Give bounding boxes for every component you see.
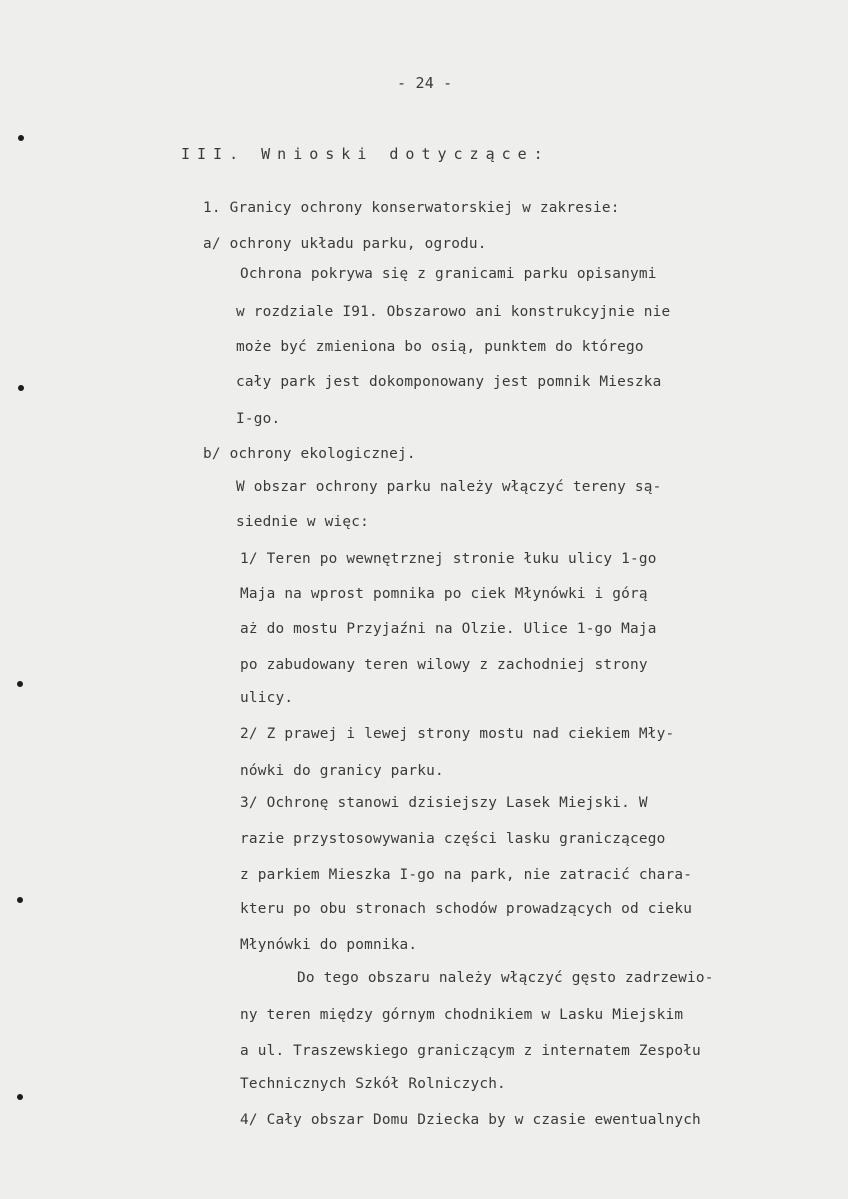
text-line: 1/ Teren po wewnętrznej stronie łuku ulicy 1-go (240, 551, 657, 567)
text-line: aż do mostu Przyjaźni na Olzie. Ulice 1-go Maja (240, 621, 657, 637)
text-line: Ochrona pokrywa się z granicami parku opisanymi (240, 266, 657, 282)
text-line: Do tego obszaru należy włączyć gęsto zadrzewio- (297, 970, 714, 986)
binder-hole-mark (17, 681, 23, 687)
text-line: nówki do granicy parku. (240, 763, 444, 779)
text-line: w rozdziale I91. Obszarowo ani konstrukcyjnie nie (236, 304, 671, 320)
text-line: kteru po obu stronach schodów prowadzących od cieku (240, 901, 693, 917)
text-line: Maja na wprost pomnika po ciek Młynówki i górą (240, 586, 648, 602)
page-number: - 24 - (397, 74, 453, 92)
text-line: a/ ochrony układu parku, ogrodu. (203, 236, 487, 252)
text-line: b/ ochrony ekologicznej. (203, 446, 416, 462)
text-line: Młynówki do pomnika. (240, 937, 418, 953)
text-line: cały park jest dokomponowany jest pomnik Mieszka (236, 374, 662, 390)
text-line: a ul. Traszewskiego graniczącym z internatem Zespołu (240, 1043, 701, 1059)
text-line: 4/ Cały obszar Domu Dziecka by w czasie ewentualnych (240, 1112, 701, 1128)
binder-hole-mark (18, 135, 24, 141)
text-line: ulicy. (240, 690, 294, 706)
text-line: ny teren między górnym chodnikiem w Lasku Miejskim (240, 1007, 684, 1023)
binder-hole-mark (17, 1094, 23, 1100)
binder-hole-mark (18, 385, 24, 391)
text-line: W obszar ochrony parku należy włączyć tereny są- (236, 479, 662, 495)
text-line: I-go. (236, 411, 281, 427)
text-line: z parkiem Mieszka I-go na park, nie zatracić chara- (240, 867, 693, 883)
text-line: 2/ Z prawej i lewej strony mostu nad ciekiem Mły- (240, 726, 675, 742)
text-line: Technicznych Szkół Rolniczych. (240, 1076, 506, 1092)
section-heading: III. Wnioski dotyczące: (181, 145, 550, 163)
text-line: 3/ Ochronę stanowi dzisiejszy Lasek Miejski. W (240, 795, 648, 811)
binder-hole-mark (17, 897, 23, 903)
text-line: siednie w więc: (236, 514, 369, 530)
text-line: 1. Granicy ochrony konserwatorskiej w zakresie: (203, 200, 620, 216)
text-line: może być zmieniona bo osią, punktem do którego (236, 339, 644, 355)
text-line: po zabudowany teren wilowy z zachodniej strony (240, 657, 648, 673)
text-line: razie przystosowywania części lasku graniczącego (240, 831, 666, 847)
